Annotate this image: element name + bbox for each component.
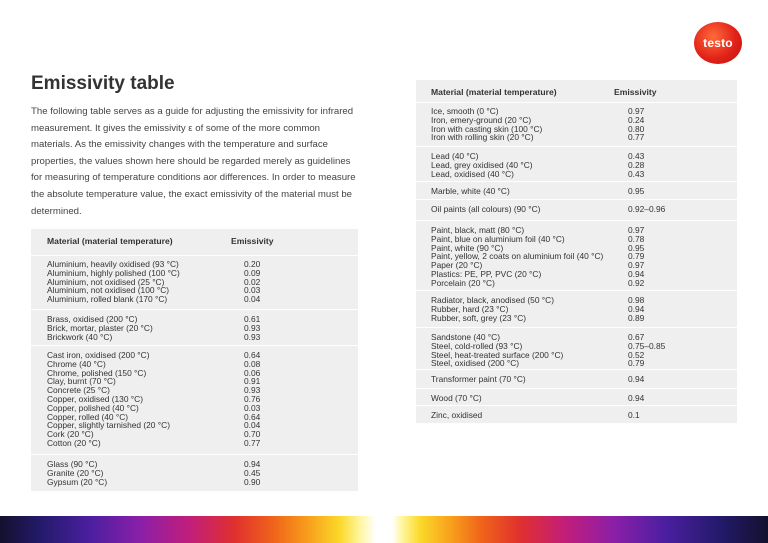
material-cell: Clay, burnt (70 °C) bbox=[47, 376, 116, 387]
emissivity-cell: 0.94 bbox=[628, 268, 645, 279]
row-group bbox=[31, 309, 358, 345]
emissivity-cell: 0.04 bbox=[244, 420, 261, 431]
emissivity-cell: 0.79 bbox=[628, 251, 645, 262]
material-cell: Zinc, oxidised bbox=[431, 410, 483, 420]
row-group bbox=[31, 454, 358, 491]
table-row bbox=[416, 205, 737, 214]
material-cell: Sandstone (40 °C) bbox=[431, 332, 500, 342]
emissivity-cell: 0.89 bbox=[628, 312, 645, 323]
material-cell: Cast iron, oxidised (200 °C) bbox=[47, 350, 150, 360]
material-cell: Plastics: PE, PP, PVC (20 °C) bbox=[431, 268, 542, 279]
material-cell: Aluminium, not oxidised (25 °C) bbox=[47, 276, 165, 287]
row-group bbox=[416, 181, 737, 201]
emissivity-cell: 0.24 bbox=[628, 114, 645, 125]
column-header-material: Material (material temperature) bbox=[431, 87, 557, 97]
emissivity-cell: 0.91 bbox=[244, 376, 261, 387]
emissivity-cell: 0.02 bbox=[244, 276, 261, 287]
table-row bbox=[416, 314, 737, 323]
emissivity-cell: 0.92–0.96 bbox=[628, 204, 666, 214]
emissivity-cell: 0.09 bbox=[244, 267, 261, 278]
emissivity-cell: 0.06 bbox=[244, 367, 261, 378]
emissivity-cell: 0.43 bbox=[628, 151, 645, 161]
emissivity-cell: 0.97 bbox=[628, 260, 645, 271]
emissivity-cell: 0.52 bbox=[628, 349, 645, 360]
emissivity-cell: 0.08 bbox=[244, 358, 261, 369]
material-cell: Iron, emery-ground (20 °C) bbox=[431, 114, 532, 125]
material-cell: Rubber, soft, grey (23 °C) bbox=[431, 312, 527, 323]
emissivity-cell: 0.97 bbox=[628, 106, 645, 116]
emissivity-cell: 0.75–0.85 bbox=[628, 340, 666, 351]
material-cell: Chrome, polished (150 °C) bbox=[47, 367, 147, 378]
material-cell: Ice, smooth (0 °C) bbox=[431, 106, 499, 116]
row-group bbox=[416, 146, 737, 181]
table-row bbox=[416, 375, 737, 384]
emissivity-cell: 0.98 bbox=[628, 295, 645, 305]
material-cell: Aluminium, not oxidised (100 °C) bbox=[47, 285, 170, 296]
emissivity-cell: 0.93 bbox=[244, 331, 261, 342]
table-row bbox=[416, 187, 737, 196]
emissivity-cell: 0.43 bbox=[628, 168, 645, 179]
emissivity-cell: 0.45 bbox=[244, 467, 261, 478]
material-cell: Lead, oxidised (40 °C) bbox=[431, 168, 514, 179]
table-row bbox=[416, 170, 737, 179]
material-cell: Granite (20 °C) bbox=[47, 467, 104, 478]
emissivity-cell: 0.1 bbox=[628, 410, 640, 420]
material-cell: Steel, heat-treated surface (200 °C) bbox=[431, 349, 564, 360]
material-cell: Marble, white (40 °C) bbox=[431, 186, 510, 196]
emissivity-cell: 0.64 bbox=[244, 411, 261, 422]
emissivity-cell: 0.97 bbox=[628, 225, 645, 235]
material-cell: Lead (40 °C) bbox=[431, 151, 479, 161]
table-row bbox=[416, 411, 737, 420]
emissivity-cell: 0.76 bbox=[244, 393, 261, 404]
emissivity-cell: 0.28 bbox=[628, 159, 645, 170]
emissivity-cell: 0.93 bbox=[244, 322, 261, 333]
emissivity-cell: 0.77 bbox=[628, 132, 645, 143]
material-cell: Iron with casting skin (100 °C) bbox=[431, 123, 543, 134]
material-cell: Rubber, hard (23 °C) bbox=[431, 303, 509, 314]
table-row bbox=[31, 333, 358, 342]
row-group bbox=[416, 102, 737, 145]
table-row bbox=[416, 279, 737, 288]
page-title: Emissivity table bbox=[31, 73, 175, 94]
row-group bbox=[416, 405, 737, 425]
emissivity-cell: 0.80 bbox=[628, 123, 645, 134]
row-group bbox=[416, 199, 737, 219]
column-header-emissivity: Emissivity bbox=[614, 87, 657, 97]
row-group bbox=[31, 345, 358, 454]
material-cell: Steel, oxidised (200 °C) bbox=[431, 358, 520, 369]
material-cell: Copper, polished (40 °C) bbox=[47, 402, 139, 413]
table-header bbox=[31, 229, 358, 249]
material-cell: Steel, cold-rolled (93 °C) bbox=[431, 340, 523, 351]
emissivity-cell: 0.03 bbox=[244, 402, 261, 413]
table-row bbox=[31, 295, 358, 304]
emissivity-cell: 0.95 bbox=[628, 186, 645, 196]
table-row bbox=[416, 394, 737, 403]
material-cell: Copper, rolled (40 °C) bbox=[47, 411, 129, 422]
material-cell: Paint, black, matt (80 °C) bbox=[431, 225, 525, 235]
material-cell: Brickwork (40 °C) bbox=[47, 331, 113, 342]
material-cell: Glass (90 °C) bbox=[47, 459, 98, 469]
material-cell: Oil paints (all colours) (90 °C) bbox=[431, 204, 541, 214]
material-cell: Aluminium, heavily oxidised (93 °C) bbox=[47, 259, 179, 269]
material-cell: Paint, yellow, 2 coats on aluminium foil (40 °C) bbox=[431, 251, 604, 262]
material-cell: Paint, blue on aluminium foil (40 °C) bbox=[431, 233, 565, 244]
material-cell: Chrome (40 °C) bbox=[47, 358, 106, 369]
emissivity-cell: 0.67 bbox=[628, 332, 645, 342]
thermal-gradient-stripe bbox=[0, 516, 768, 543]
table-row bbox=[31, 439, 358, 448]
emissivity-cell: 0.94 bbox=[628, 393, 645, 403]
material-cell: Transformer paint (70 °C) bbox=[431, 374, 526, 384]
emissivity-cell: 0.95 bbox=[628, 242, 645, 253]
column-header-emissivity: Emissivity bbox=[231, 236, 274, 246]
material-cell: Aluminium, highly polished (100 °C) bbox=[47, 267, 180, 278]
row-group bbox=[416, 220, 737, 290]
row-group bbox=[31, 255, 358, 308]
emissivity-table-right bbox=[416, 80, 737, 423]
table-row bbox=[416, 133, 737, 142]
emissivity-cell: 0.04 bbox=[244, 294, 261, 305]
table-header bbox=[416, 80, 737, 100]
emissivity-cell: 0.61 bbox=[244, 314, 261, 324]
material-cell: Paint, white (90 °C) bbox=[431, 242, 504, 253]
testo-logo bbox=[694, 22, 742, 64]
material-cell: Radiator, black, anodised (50 °C) bbox=[431, 295, 554, 305]
table-row bbox=[31, 478, 358, 487]
material-cell: Cork (20 °C) bbox=[47, 429, 94, 440]
column-header-material: Material (material temperature) bbox=[47, 236, 173, 246]
material-cell: Lead, grey oxidised (40 °C) bbox=[431, 159, 533, 170]
emissivity-cell: 0.93 bbox=[244, 385, 261, 396]
intro-paragraph: The following table serves as a guide for adjusting the emissivity for infrared measurement. It gives the emissivity ε of some of the more common materials. As the emissivity changes with the temperature and surface properties, the values shown here should be regarded merely as guidelines for measuring of temperature conditions aor differences. In order to measure the absolute temperature value, the exact emissivity of the material must be determined. bbox=[31, 106, 356, 217]
emissivity-cell: 0.64 bbox=[244, 350, 261, 360]
material-cell: Cotton (20 °C) bbox=[47, 437, 101, 448]
emissivity-cell: 0.03 bbox=[244, 285, 261, 296]
emissivity-cell: 0.78 bbox=[628, 233, 645, 244]
material-cell: Concrete (25 °C) bbox=[47, 385, 110, 396]
row-group bbox=[416, 290, 737, 327]
material-cell: Brick, mortar, plaster (20 °C) bbox=[47, 322, 153, 333]
emissivity-cell: 0.94 bbox=[244, 459, 261, 469]
material-cell: Copper, slightly tarnished (20 °C) bbox=[47, 420, 170, 431]
logo-text: testo bbox=[703, 36, 733, 50]
material-cell: Gypsum (20 °C) bbox=[47, 476, 108, 487]
emissivity-cell: 0.94 bbox=[628, 374, 645, 384]
material-cell: Copper, oxidised (130 °C) bbox=[47, 393, 143, 404]
emissivity-cell: 0.90 bbox=[244, 476, 261, 487]
material-cell: Porcelain (20 °C) bbox=[431, 277, 495, 288]
emissivity-cell: 0.20 bbox=[244, 259, 261, 269]
table-row bbox=[416, 359, 737, 368]
emissivity-table-left bbox=[31, 229, 358, 491]
material-cell: Iron with rolling skin (20 °C) bbox=[431, 132, 534, 143]
emissivity-cell: 0.92 bbox=[628, 277, 645, 288]
emissivity-cell: 0.79 bbox=[628, 358, 645, 369]
row-group bbox=[416, 327, 737, 369]
row-group bbox=[416, 369, 737, 389]
material-cell: Wood (70 °C) bbox=[431, 393, 482, 403]
material-cell: Brass, oxidised (200 °C) bbox=[47, 314, 138, 324]
emissivity-cell: 0.94 bbox=[628, 303, 645, 314]
emissivity-cell: 0.70 bbox=[244, 429, 261, 440]
material-cell: Aluminium, rolled blank (170 °C) bbox=[47, 294, 168, 305]
material-cell: Paper (20 °C) bbox=[431, 260, 483, 271]
emissivity-cell: 0.77 bbox=[244, 437, 261, 448]
